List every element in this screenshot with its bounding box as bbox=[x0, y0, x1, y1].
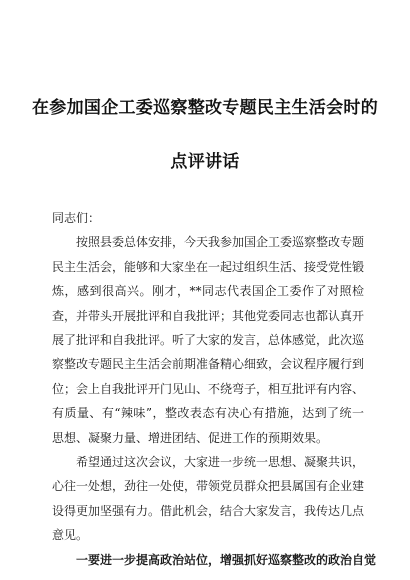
document-body bbox=[52, 206, 377, 572]
salutation: 同志们： bbox=[52, 211, 101, 225]
document-title-line2: 点评讲话 bbox=[170, 152, 240, 172]
body-paragraph: 按照县委总体安排，今天我参加国企工委巡察整改专题民主生活会，能够和大家坐在一起过组织生活、接受党性锻炼，感到很高兴。刚才，**同志代表国企工委作了对照检查，并带头开展批评和自我批评；其他党委同志也都认真开展了批评和自我批评。听了大家的发言，总体感觉，此次巡察整改专题民主生活会前期准备精心细致，会议程序履行到位；会上自我批评开门见山、不绕弯子，相互批评有内容、有质量、有“辣味”，整改表态有决心有措施，达到了统一思想、凝聚力量、增进团结、促进工作的预期效果。 bbox=[52, 235, 365, 445]
section-heading: 一要进一步提高政治站位，增强抓好巡察整改的政治自觉 bbox=[76, 552, 377, 567]
document-title-line1: 在参加国企工委巡察整改专题民主生活会时的 bbox=[32, 98, 378, 118]
body-paragraph: 希望通过这次会议，大家进一步统一思想、凝聚共识，心往一处想，劲往一处使，带领党员群众把县属国有企业建设得更加坚强有力。借此机会，结合大家发言，我传达几点意见。 bbox=[52, 455, 365, 543]
